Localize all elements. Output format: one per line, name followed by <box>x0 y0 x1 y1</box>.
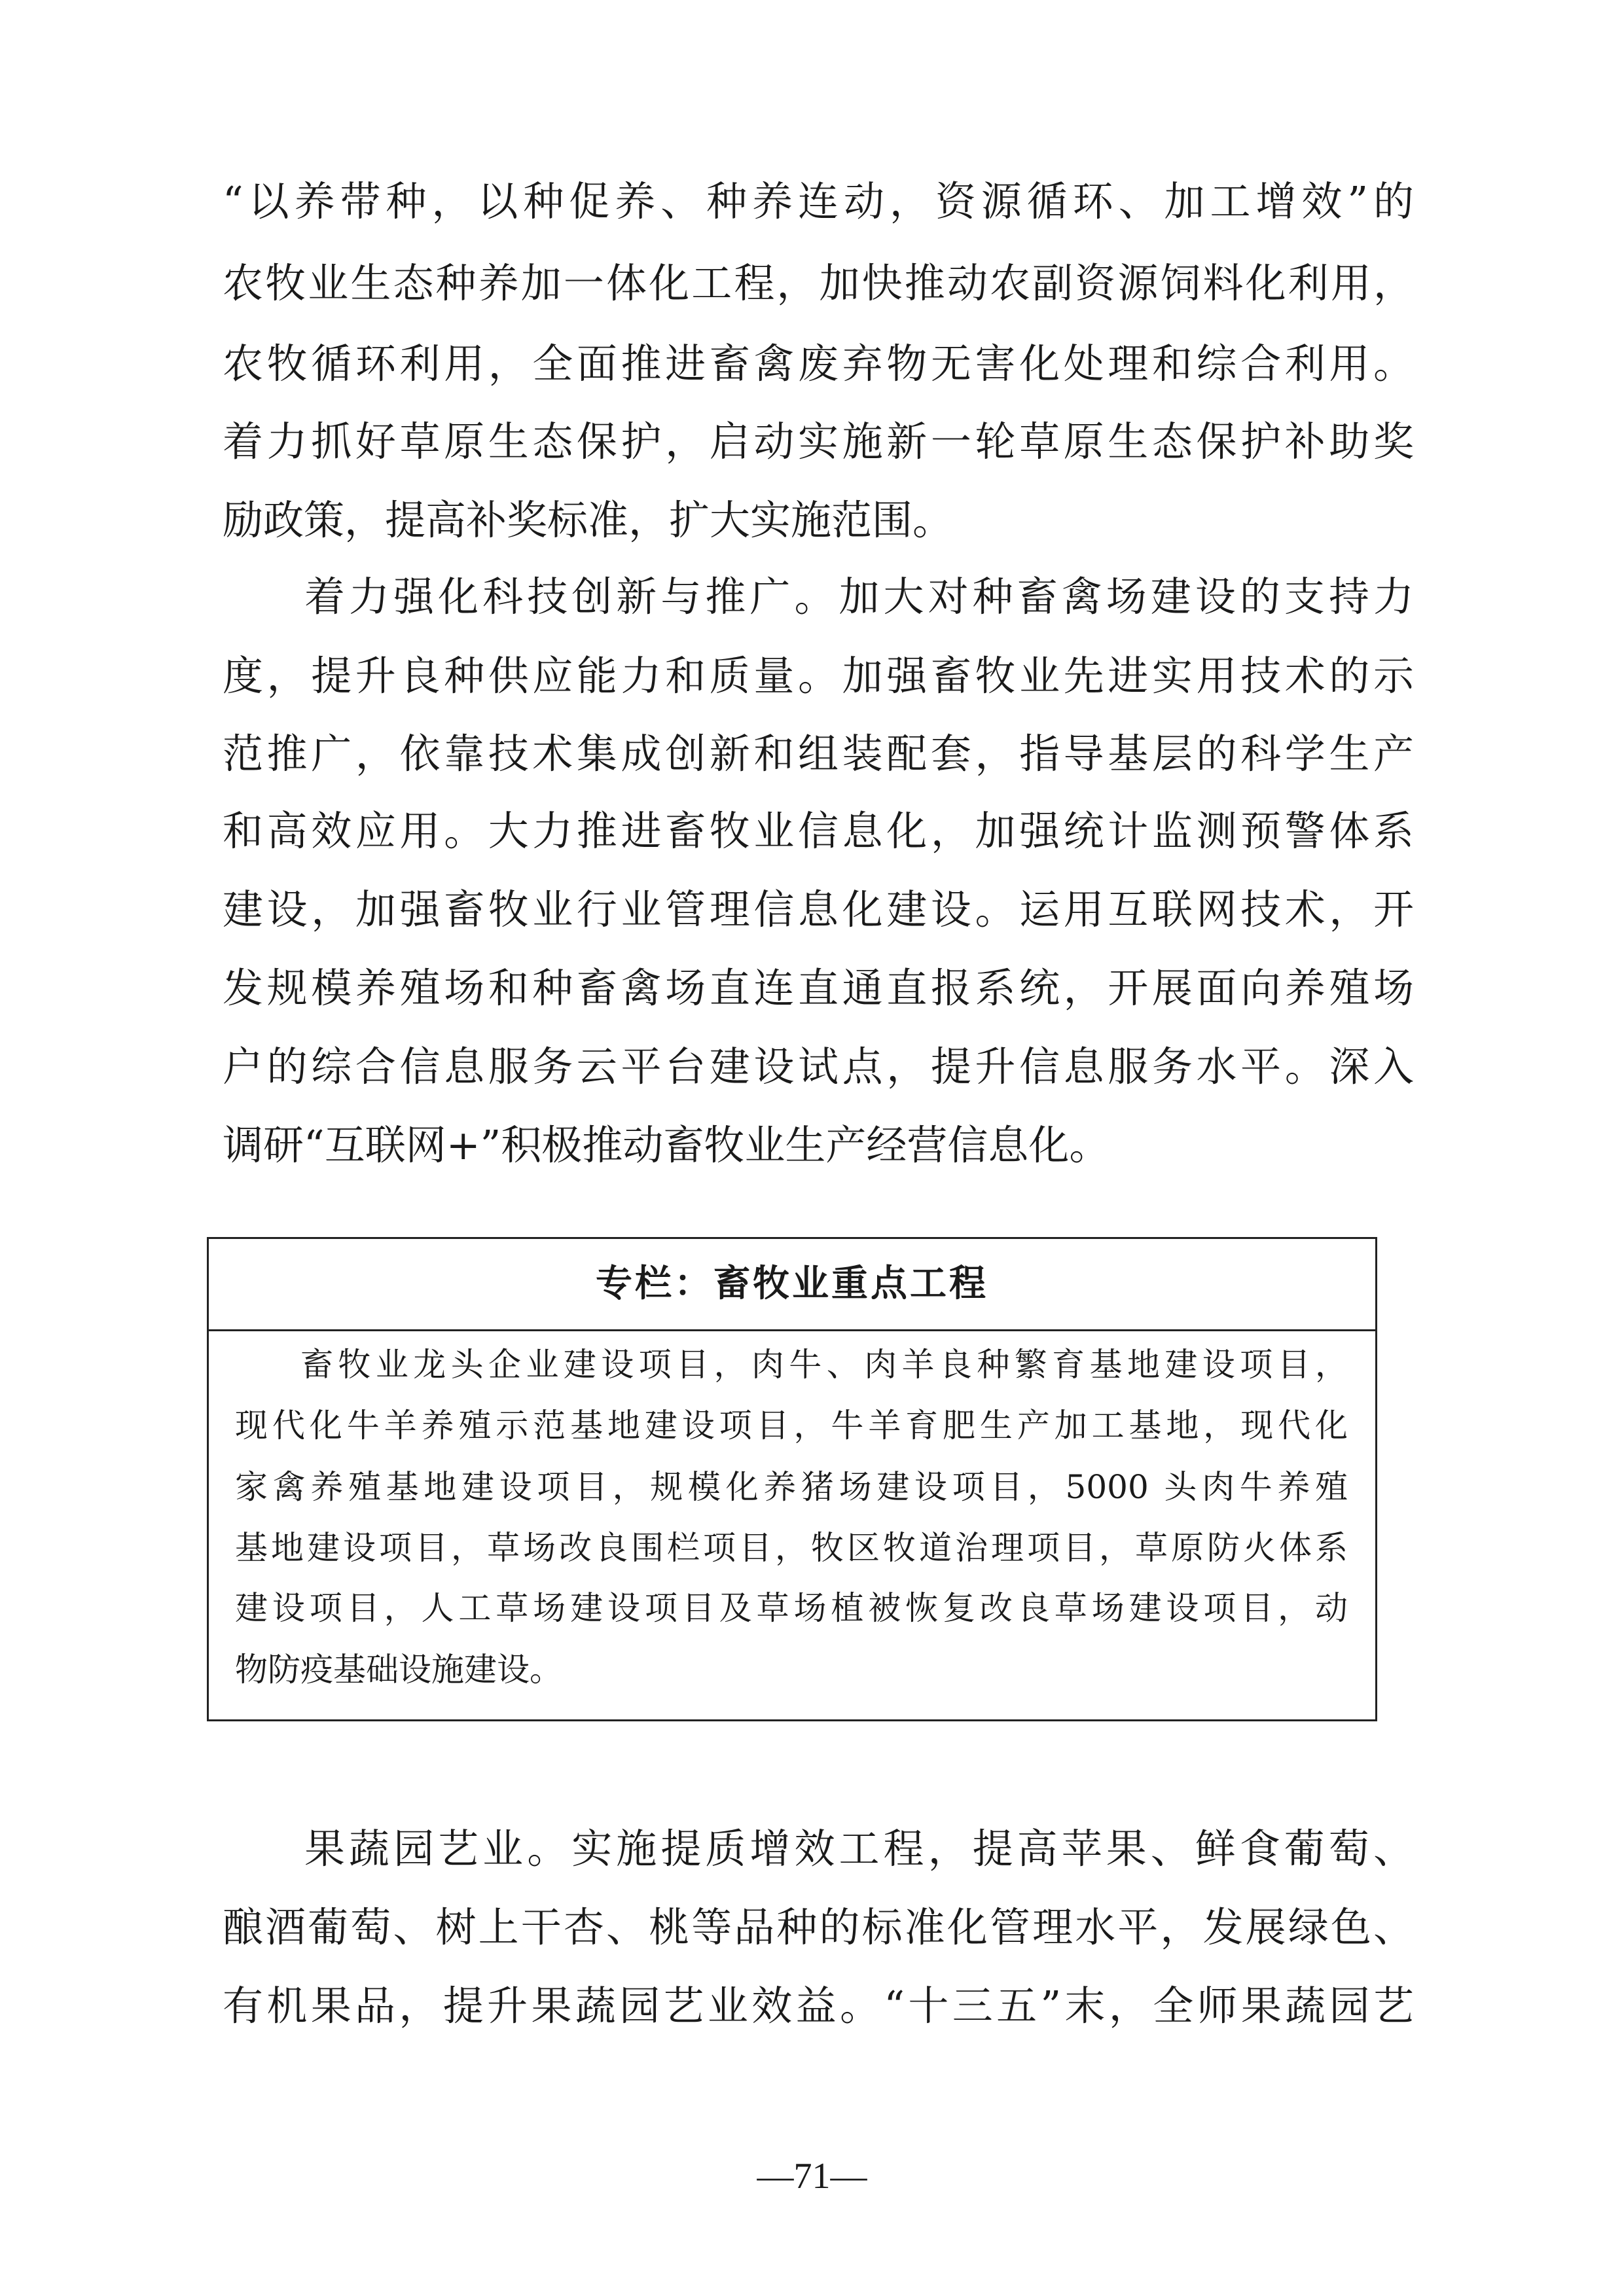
body-text-line: 发规模养殖场和种畜禽场直连直通直报系统，开展面向养殖场 <box>223 964 1414 1012</box>
body-text-line: 有机果品，提升果蔬园艺业效益。“十三五”末，全师果蔬园艺 <box>223 1982 1414 2030</box>
body-text-line: 农牧循环利用，全面推进畜禽废弃物无害化处理和综合利用。 <box>223 340 1414 387</box>
body-text-line: 户的综合信息服务云平台建设试点，提升信息服务水平。深入 <box>223 1043 1414 1090</box>
body-text-line <box>304 1816 1414 1882</box>
body-text-line: “以养带种，以种促养、种养连动，资源循环、加工增效”的 <box>223 177 1414 225</box>
box-text-line: 建设项目，人工草场建设项目及草场植被恢复改良草场建设项目，动 <box>235 1589 1348 1627</box>
body-text-line: 农牧业生态种养加一体化工程，加快推动农副资源饲料化利用， <box>223 259 1414 307</box>
body-text-line: 范推广，依靠技术集成创新和组装配套，指导基层的科学生产 <box>223 730 1414 778</box>
body-text-line: 着力强化科技创新与推广。加大对种畜禽场建设的支持力 <box>304 573 1414 620</box>
body-text-run: 。实施提质增效工程，提高苹果、鲜食葡萄、 <box>527 1825 1414 1873</box>
body-text-line: 调研“互联网+”积极推动畜牧业生产经营信息化。 <box>223 1121 1110 1169</box>
page-number: —71— <box>757 2156 867 2197</box>
body-text-line: 励政策，提高补奖标准，扩大实施范围。 <box>223 496 954 544</box>
special-column-box <box>207 1237 1377 1721</box>
box-title: 专栏：畜牧业重点工程 <box>209 1239 1375 1331</box>
body-text-line: 着力抓好草原生态保护，启动实施新一轮草原生态保护补助奖 <box>223 418 1414 465</box>
box-text-line: 物防疫基础设施建设。 <box>235 1651 562 1689</box>
box-text-line: 现代化牛羊养殖示范基地建设项目，牛羊育肥生产加工基地，现代化 <box>235 1407 1348 1444</box>
box-text-line: 家禽养殖基地建设项目，规模化养猪场建设项目，5000 头肉牛养殖 <box>235 1468 1348 1506</box>
body-text-line: 建设，加强畜牧业行业管理信息化建设。运用互联网技术，开 <box>223 886 1414 933</box>
body-text-line: 酿酒葡萄、树上干杏、桃等品种的标准化管理水平，发展绿色、 <box>223 1903 1414 1951</box>
box-text-line: 畜牧业龙头企业建设项目，肉牛、肉羊良种繁育基地建设项目， <box>300 1346 1348 1384</box>
section-lead-heading: 果蔬园艺业 <box>304 1825 528 1873</box>
body-text-line: 度，提升良种供应能力和质量。加强畜牧业先进实用技术的示 <box>223 652 1414 700</box>
box-text-line: 基地建设项目，草场改良围栏项目，牧区牧道治理项目，草原防火体系 <box>235 1529 1348 1567</box>
body-text-line: 和高效应用。大力推进畜牧业信息化，加强统计监测预警体系 <box>223 807 1414 855</box>
